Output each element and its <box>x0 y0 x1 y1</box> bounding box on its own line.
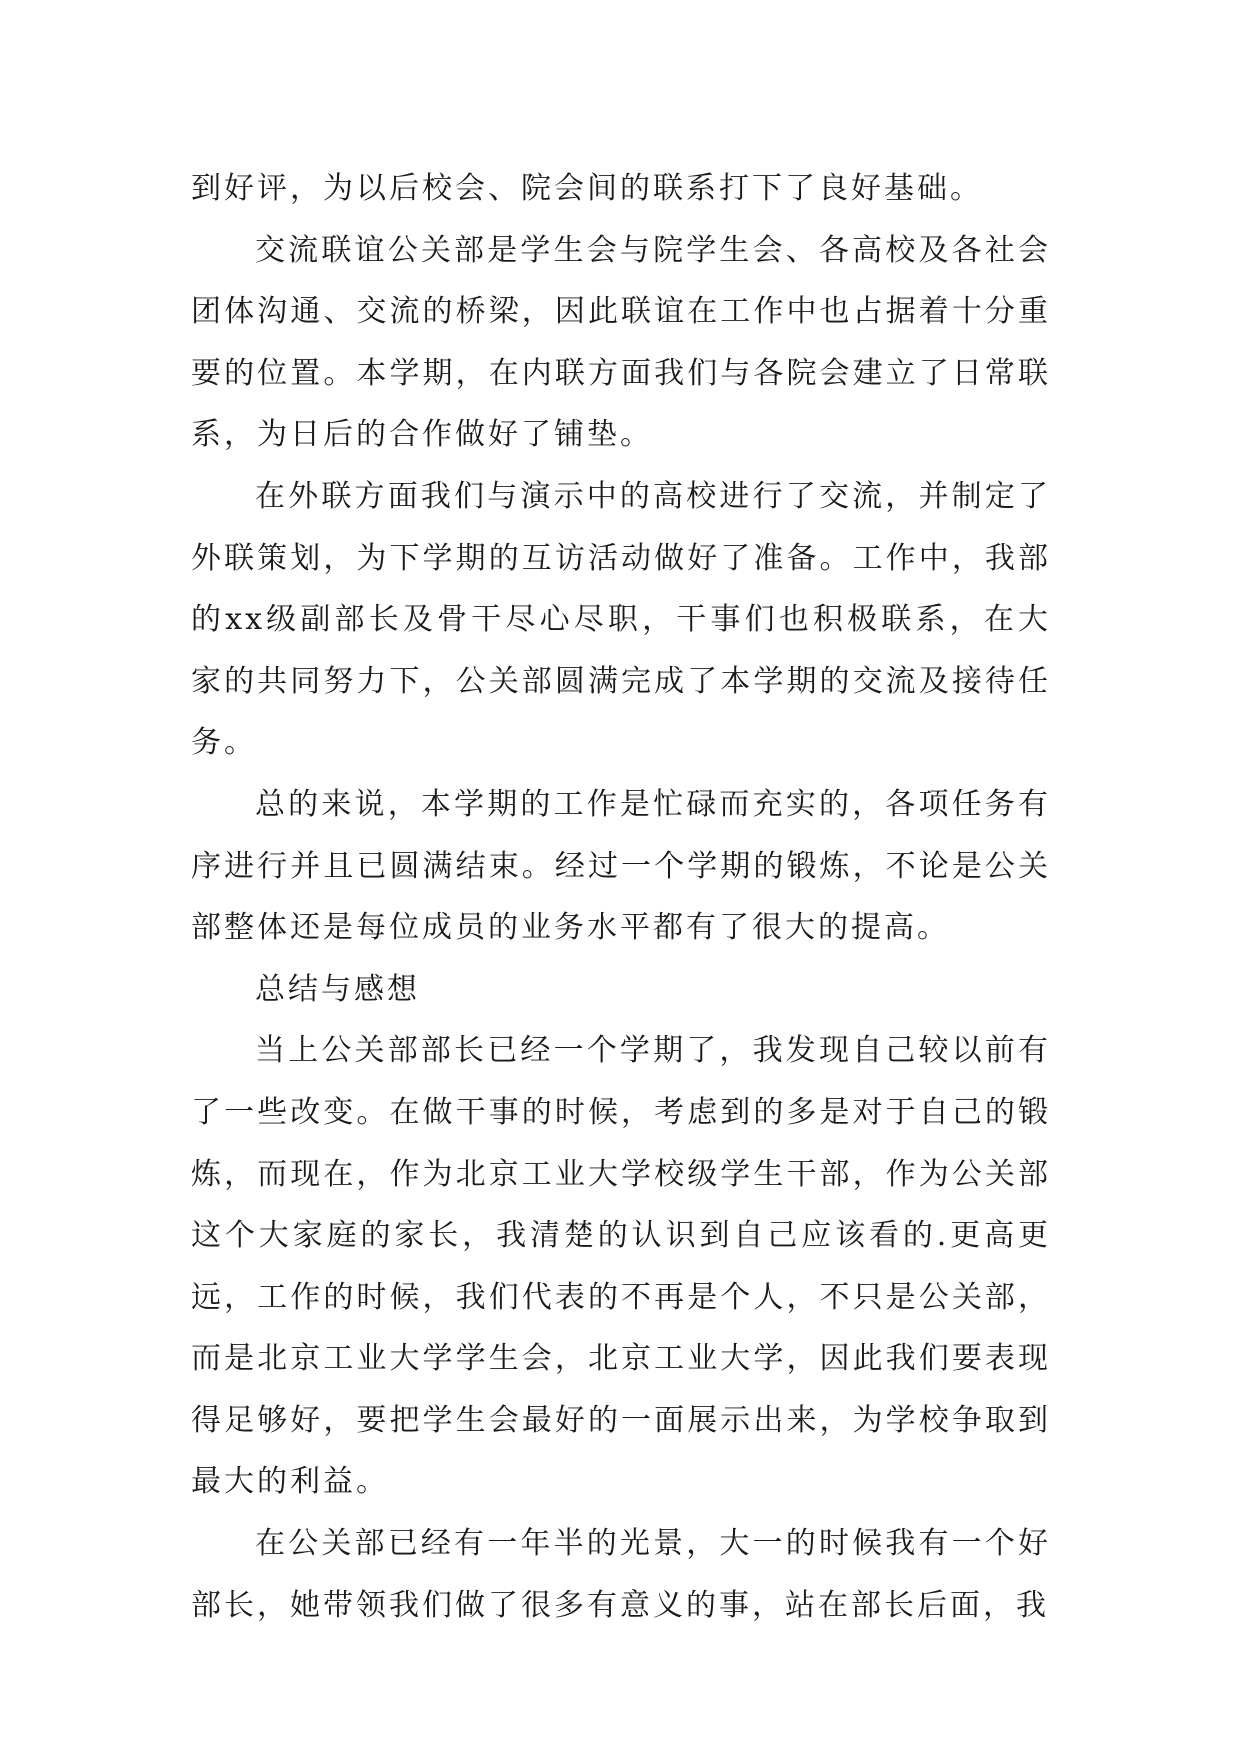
document-body <box>191 158 1051 1636</box>
paragraph-overall-summary: 总的来说，本学期的工作是忙碌而充实的，各项任务有序进行并且已圆满结束。经过一个学期的锻炼，不论是公关部整体还是每位成员的业务水平都有了很大的提高。 <box>191 786 1051 946</box>
paragraph-minister-reflection: 当上公关部部长已经一个学期了，我发现自己较以前有了一些改变。在做干事的时候，考虑到的多是对于自己的锻炼，而现在，作为北京工业大学校级学生干部，作为公关部这个大家庭的家长，我清楚的认识到自己应该看的.更高更远，工作的时候，我们代表的不再是个人，不只是公关部，而是北京工业大学学生会，北京工业大学，因此我们要表现得足够好，要把学生会最好的一面展示出来，为学校争取到最大的利益。 <box>191 1033 1051 1500</box>
paragraph-year-and-half: 在公关部已经有一年半的光景，大一的时候我有一个好部长，她带领我们做了很多有意义的事，站在部长后面，我 <box>191 1526 1051 1623</box>
section-heading-reflections: 总结与感想 <box>255 971 420 1007</box>
paragraph-continuation: 到好评，为以后校会、院会间的联系打下了良好基础。 <box>191 171 983 206</box>
paragraph-external-liaison: 在外联方面我们与演示中的高校进行了交流，并制定了外联策划，为下学期的互访活动做好了准备。工作中，我部的xx级副部长及骨干尽心尽职，干事们也积极联系，在大家的共同努力下，公关部圆满完成了本学期的交流及接待任务。 <box>191 478 1051 761</box>
paragraph-liaison-role: 交流联谊公关部是学生会与院学生会、各高校及各社会团体沟通、交流的桥梁，因此联谊在工作中也占据着十分重要的位置。本学期，在内联方面我们与各院会建立了日常联系，为日后的合作做好了铺垫。 <box>191 232 1051 453</box>
